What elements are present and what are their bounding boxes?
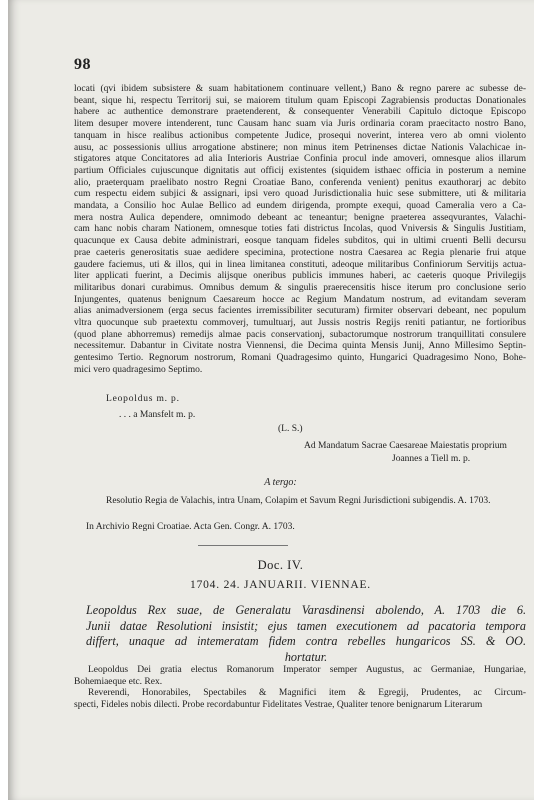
summary-line: differt, unaque ad intemeratam fidem contra rebelles hungaricos SS. & OO. — [86, 634, 526, 648]
text-line: militaribus donari curabimus. Omnibus demum & singulis praerecensitis hisce iterum pro conclusione serio — [74, 282, 526, 293]
text-line: cum respectu eidem subjici & assignari, ipsi vero quoad Jurisdictionalia huic sese submittere, uti & militaria — [74, 189, 526, 200]
text-line: Injungentes, quatenus benignum Caesareum hocce ac Regium Mandatum nostrum, ad evitandam severam — [74, 294, 526, 305]
text-line: gentesimo Tertio. Regnorum nostrorum, Romani Quadragesimo quinto, Hungarici Quadragesimo Nono, Bohe- — [74, 353, 526, 364]
text-line: necessitemur. Dabantur in Civitate nostra Viennensi, die Decima quinta Mensis Junij, Anno Millesimo Septin- — [74, 341, 526, 352]
text-line: habere ac authentice demonstrare praetenderent, & consequenter Venerabili Capitulo dictoque Episcopo — [74, 107, 526, 118]
text-line: Bohemiaeque etc. Rex. — [74, 676, 163, 687]
text-line: partium Officiales cujuscunque dignitatis aut officij existentes (siquidem isthaec officia in posterum a nemine — [74, 165, 526, 176]
document-dateline: 1704. 24. JANUARII. VIENNAE. — [190, 579, 371, 591]
summary-line: Junii datae Resolutioni insistit; ejus tamen executionem ad pacatoria tempora — [86, 618, 526, 633]
text-line: (quod plane abhorremus) remedijs almae pacis conservationj, subactorumque nostrorum tranquillitati consulere — [74, 329, 526, 340]
mandate-line: Ad Mandatum Sacrae Caesareae Maiestatis proprium — [304, 441, 507, 451]
text-line: vltra quocunque sub praetextu commoverj, tumultuarj, aut Jussis nostris Regijs reniti patiantur, ne fortioribus — [74, 318, 526, 329]
text-line: cam hanc nobis charam Nationem, omnesque toties fati districtus Incolas, quod Vniversis & Singulis Justitiam, — [74, 224, 526, 235]
main-text-block — [74, 84, 526, 377]
page-number: 98 — [74, 56, 91, 73]
text-line: mandata, a Consilio hoc Aulae Bellico ad eundem dirigenda, prompte exequi, quoad Cameralia vero a Ca- — [74, 201, 526, 212]
text-line: litem desuper movere intenderent, tunc Causam hanc suam via Juris ordinaria coram praecitacto nostro Bano, — [74, 119, 526, 130]
text-line: Reverendi, Honorabiles, Spectabiles & Magnifici item & Egregij, Prudentes, ac Circum- — [88, 688, 526, 699]
text-line: beant, sique hi, respectu Territorij sui, se maiorem titulum quam Episcopi Zagrabiensis productas Donationales — [74, 95, 526, 106]
signature-tiell: Joannes a Tiell m. p. — [392, 454, 471, 464]
text-line: stigatores atque Concitatores ad alia Interioris Austriae Confinia procul inde amoveri, omnesque alios illarum — [74, 154, 526, 165]
text-line: locati (qvi ibidem subsistere & suam habitationem continuare vellent,) Bano & regno parere ac subesse de- — [74, 84, 526, 94]
text-line: mici vero quadragesimo Septimo. — [74, 364, 203, 375]
text-line: Leopoldus Dei gratia electus Romanorum Imperator semper Augustus, ac Germaniae, Hungariae, — [88, 665, 526, 675]
summary-line: hortatur. — [284, 649, 328, 664]
text-line: gaudere faciemus, uti & illos, qui in linea limitanea constituti, adeoque militaribus Confiniorum Servitijs actua- — [74, 259, 526, 270]
seal-mark: (L. S.) — [278, 424, 303, 434]
text-line: alias animadversionem (erga secus facientes irremissibiliter secuturam) firmiter observari debeant, nec populum — [74, 306, 526, 317]
summary-line: Leopoldus Rex suae, de Generalatu Varasdinensi abolendo, A. 1703 die 6. — [86, 603, 526, 617]
resolution-note: Resolutio Regia de Valachis, intra Unam, Colapim et Savum Regni Jurisdictioni subigendis. A. 1703. — [106, 496, 491, 506]
signature-mansfelt: . . . a Mansfelt m. p. — [119, 410, 196, 420]
document-number: Doc. IV. — [257, 558, 304, 572]
archive-note: In Archivio Regni Croatiae. Acta Gen. Congr. A. 1703. — [86, 522, 295, 532]
text-line: mera nostra Aulica dependere, omnimodo debeant ac teneantur; benigne praeterea asseqvurantes, Valachi- — [74, 212, 526, 223]
document-summary — [86, 603, 526, 665]
text-line: ausu, ac possessionis ullius arrogatione abstinere; non minus item Petrinenses dictae Nationis Valachicae in- — [74, 142, 526, 153]
text-line: quacunque ex Causa debite administrari, eosque tanquam fideles subditos, qui in ultimi cruenti Belli decursu — [74, 236, 526, 247]
section-divider — [198, 545, 288, 546]
text-line: alio, praeterquam praelibato nostro Regni Croatiae Bano, conferenda venient) penitus exauthorarj ac debito — [74, 177, 526, 188]
text-line: tanquam in hisce realibus actionibus competente Judice, prosequi noverint, interea vero ab omni violento — [74, 130, 526, 141]
signature-emperor: Leopoldus m. p. — [106, 394, 180, 404]
text-line: prae caeteris generositatis suae aedidere specimina, protectione nostra Caesarea ac Regia plenarie frui atque — [74, 247, 526, 258]
opening-text-block — [74, 665, 526, 712]
book-page — [8, 0, 534, 800]
a-tergo-heading: A tergo: — [264, 477, 297, 488]
text-line: specti, Fideles nobis dilecti. Probe recordabuntur Fidelitates Vestrae, Qualiter tenore benignarum Literarum — [74, 700, 483, 711]
text-line: liter applicati fuerint, a Decimis alijsque oneribus publicis immunes haberi, ac caeteris quoque Privilegijs — [74, 271, 526, 282]
